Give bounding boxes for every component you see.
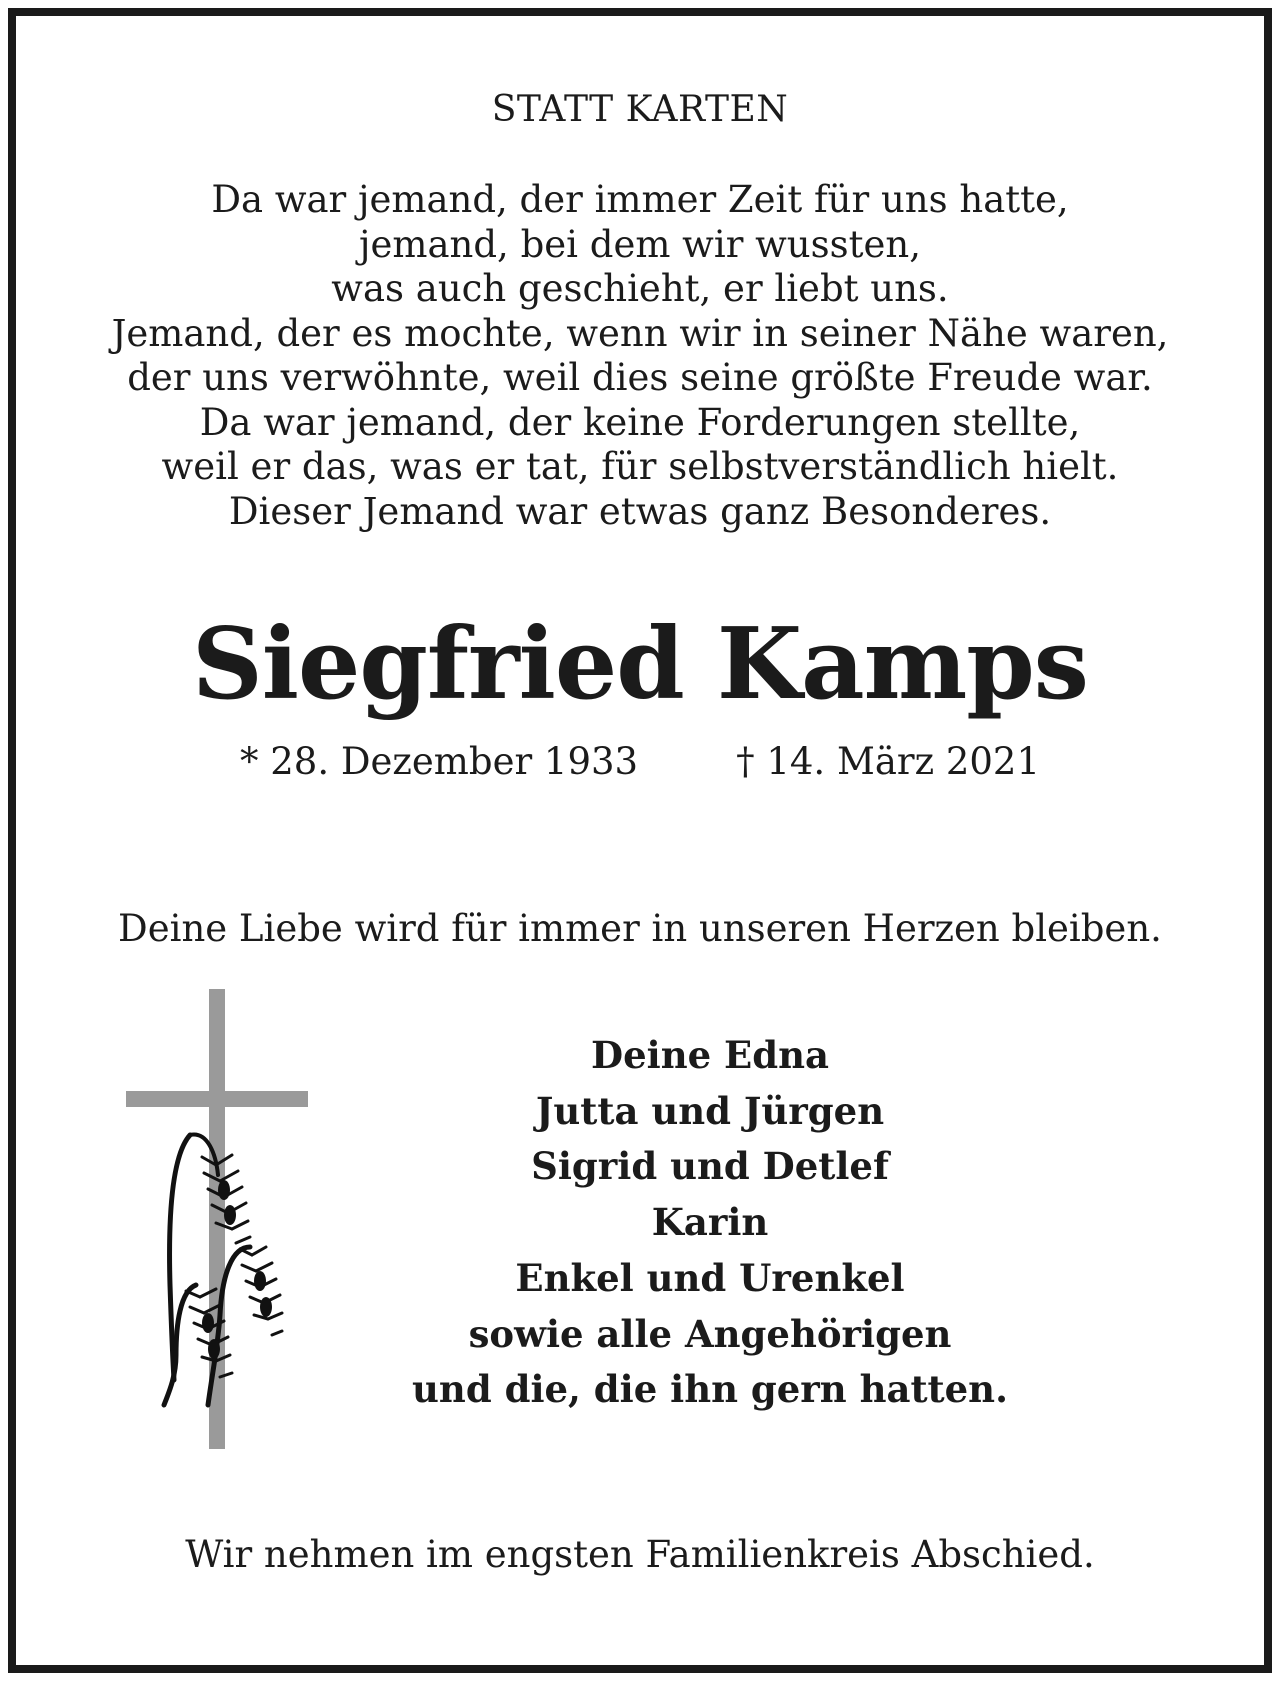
poem-line: weil er das, was er tat, für selbstverständlich hielt.: [161, 445, 1119, 488]
notice-heading: STATT KARTEN: [491, 89, 789, 130]
birth-date: * 28. Dezember 1933: [239, 740, 639, 783]
poem-line: Da war jemand, der keine Forderungen stellte,: [199, 400, 1081, 444]
signer-line: Deine Edna: [591, 1033, 829, 1077]
deceased-name: Siegfried Kamps: [192, 607, 1088, 722]
poem-line: Da war jemand, der immer Zeit für uns hatte,: [211, 178, 1069, 221]
signer-line: Jutta und Jürgen: [535, 1088, 885, 1133]
signer-line: und die, die ihn gern hatten.: [412, 1367, 1008, 1412]
poem: [0, 178, 1280, 534]
signer-line: Enkel und Urenkel: [515, 1255, 905, 1300]
poem-line: Jemand, der es mochte, wenn wir in seiner Nähe waren,: [111, 311, 1169, 355]
signers: [350, 1028, 1070, 1418]
poem-line: was auch geschieht, er liebt uns.: [331, 267, 949, 310]
signer-line: Sigrid und Detlef: [531, 1144, 889, 1189]
poem-line: jemand, bei dem wir wussten,: [359, 222, 921, 266]
life-dates: [0, 739, 1280, 785]
farewell-line: Wir nehmen im engsten Familienkreis Abschied.: [185, 1533, 1095, 1576]
closing-line: Deine Liebe wird für immer in unseren Herzen bleiben.: [118, 907, 1162, 950]
signer-line: sowie alle Angehörigen: [468, 1311, 952, 1356]
cross-with-wheat-icon: [120, 985, 320, 1455]
poem-line: Dieser Jemand war etwas ganz Besonderes.: [228, 489, 1052, 533]
cross-icon: [126, 989, 308, 1449]
death-date: † 14. März 2021: [736, 740, 1040, 783]
poem-line: der uns verwöhnte, weil dies seine größte Freude war.: [127, 356, 1153, 399]
signer-line: Karin: [651, 1200, 769, 1245]
